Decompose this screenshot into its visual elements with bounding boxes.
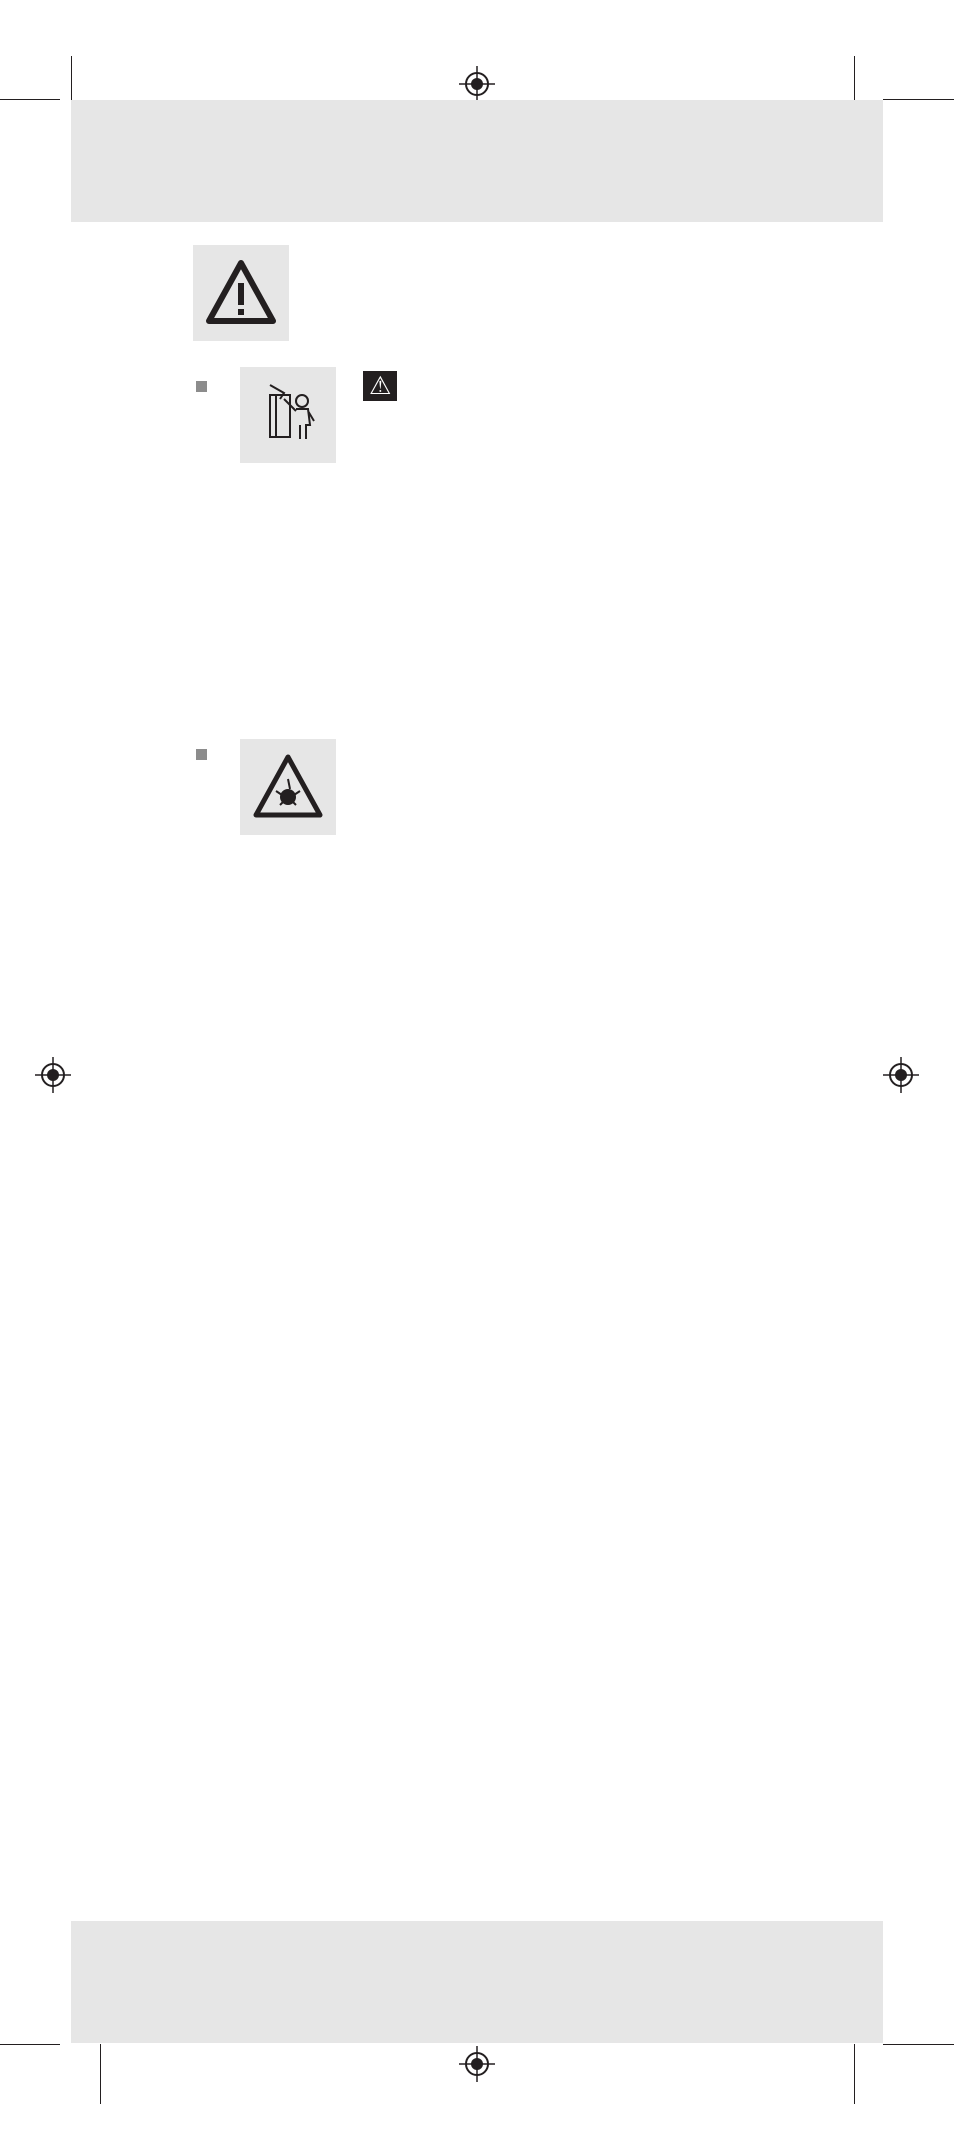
crop-mark <box>883 2044 954 2045</box>
warning-heading <box>363 368 773 404</box>
crop-mark <box>854 56 855 106</box>
crop-mark <box>100 2044 101 2104</box>
color-calibration-bar <box>0 0 954 48</box>
explosion-hazard-icon <box>240 739 336 835</box>
crop-mark <box>854 2044 855 2104</box>
registration-mark-icon <box>883 1057 919 1093</box>
registration-mark-icon <box>459 66 495 102</box>
registration-mark-icon <box>35 1057 71 1093</box>
bullet-icon <box>196 749 207 760</box>
warning-triangle-icon <box>193 245 289 341</box>
crop-mark <box>0 99 60 100</box>
page-reference <box>656 1949 700 1973</box>
crop-mark <box>0 2044 60 2045</box>
bullet-icon <box>196 381 207 392</box>
header-band <box>71 100 883 222</box>
child-hazard-icon <box>240 367 336 463</box>
crop-mark <box>883 99 954 100</box>
registration-mark-icon <box>459 2046 495 2082</box>
footer-band <box>71 1921 883 2043</box>
crop-mark <box>71 56 72 106</box>
warning-small-icon: ⚠ <box>363 371 397 401</box>
